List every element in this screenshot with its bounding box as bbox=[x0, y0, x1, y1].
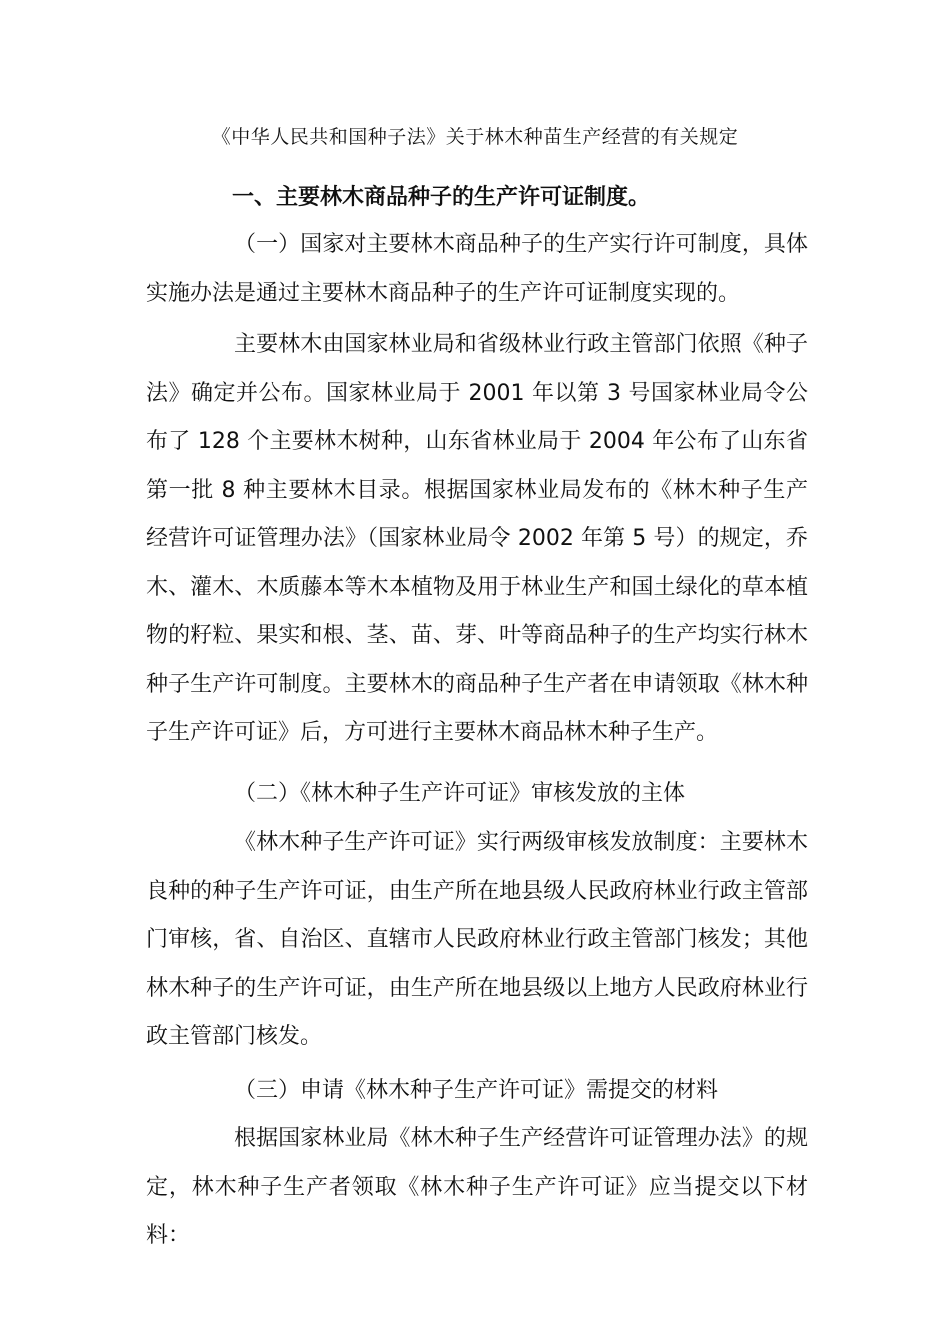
paragraph-4: 根据国家林业局《林木种子生产经营许可证管理办法》的规定，林木种子生产者领取《林木种子生产许可证》应当提交以下材料： bbox=[146, 1126, 808, 1248]
paragraph-1: （一）国家对主要林木商品种子的生产实行许可制度，具体实施办法是通过主要林木商品种子的生产许可证制度实现的。 bbox=[146, 232, 808, 306]
paragraph-3: 《林木种子生产许可证》实行两级审核发放制度：主要林木良种的种子生产许可证，由生产所在地县级人民政府林业行政主管部门审核，省、自治区、直辖市人民政府林业行政主管部门核发；其他林木种子的生产许可证，由生产所在地县级以上地方人民政府林业行政主管部门核发。 bbox=[146, 830, 808, 1049]
paragraph-2: 主要林木由国家林业局和省级林业行政主管部门依照《种子法》确定并公布。国家林业局于 2001 年以第 3 号国家林业局令公布了 128 个主要林木树种，山东省林业局于 2004 年公布了山东省第一批 8 种主要林木目录。根据国家林业局发布的《林木种子生产经营许可证管理办法》（国家林业局令 2002 年第 5 号）的规定，乔木、灌木、木质藤本等木本植物及用于林业生产和国土绿化的草本植物的籽粒、果实和根、茎、苗、芽、叶等商品种子的生产均实行林木种子生产许可制度。主要林木的商品种子生产者在申请领取《林木种子生产许可证》后，方可进行主要林木商品林木种子生产。 bbox=[146, 332, 808, 745]
subheading-2: （二）《林木种子生产许可证》审核发放的主体 bbox=[234, 781, 686, 806]
section-heading-1: 一、主要林木商品种子的生产许可证制度。 bbox=[232, 185, 651, 210]
subheading-3: （三）申请《林木种子生产许可证》需提交的材料 bbox=[234, 1078, 719, 1103]
document-title: 《中华人民共和国种子法》关于林木种苗生产经营的有关规定 bbox=[211, 126, 739, 148]
